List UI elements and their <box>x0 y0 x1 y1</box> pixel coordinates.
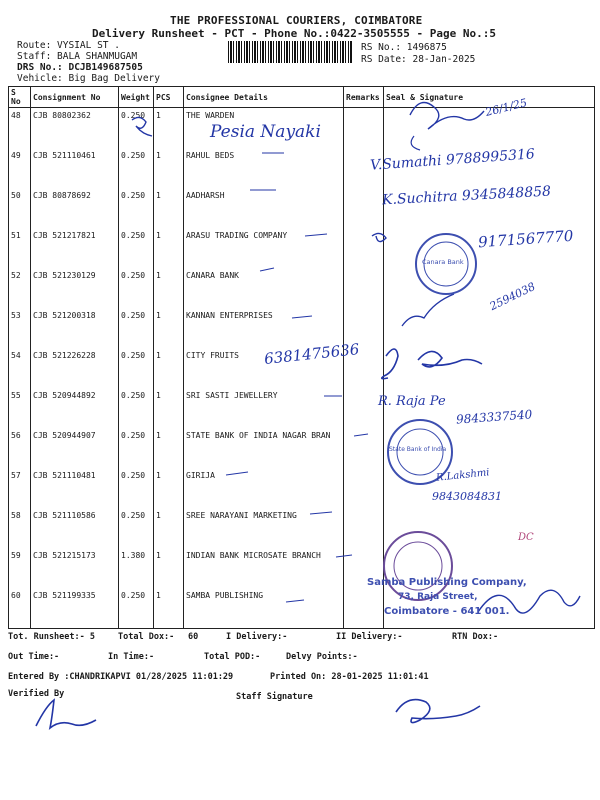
cell-consignment: CJB 521217821 <box>31 228 119 268</box>
total-dox-label: Total Dox:- <box>118 632 175 642</box>
cell-pcs: 1 <box>154 548 184 588</box>
cell-consignee: SREE NARAYANI MARKETING <box>184 508 344 548</box>
handwritten-contact-49: V.Sumathi 9788995316 <box>369 146 536 174</box>
cell-weight: 1.380 <box>119 548 154 588</box>
rs-number: RS No.: 1496875 <box>361 42 447 53</box>
cell-pcs: 1 <box>154 148 184 188</box>
cell-sno: 54 <box>9 348 31 388</box>
out-time: Out Time:- <box>8 652 60 662</box>
handwritten-phone-54: 6381475636 <box>263 340 361 368</box>
cell-consignment: CJB 521226228 <box>31 348 119 388</box>
cell-consignment: CJB 521110461 <box>31 148 119 188</box>
cell-consignee: SAMBA PUBLISHING <box>184 588 344 629</box>
col-signature: Seal & Signature <box>384 87 595 108</box>
cell-sno: 57 <box>9 468 31 508</box>
rtn-dox: RTN Dox:- <box>452 632 499 642</box>
handwritten-date-48: 26/1/25 <box>484 96 529 119</box>
cell-sno: 56 <box>9 428 31 468</box>
col-consignment: Consignment No <box>31 87 119 108</box>
samba-stamp-street: 73, Raja Street, <box>398 592 478 602</box>
cell-consignee: CANARA BANK <box>184 268 344 308</box>
cell-weight: 0.250 <box>119 148 154 188</box>
cell-consignment: CJB 80878692 <box>31 188 119 228</box>
cell-weight: 0.250 <box>119 108 154 149</box>
cell-weight: 0.250 <box>119 468 154 508</box>
cell-consignment: CJB 521215173 <box>31 548 119 588</box>
cell-consignment: CJB 80802362 <box>31 108 119 149</box>
col-pcs: PCS <box>154 87 184 108</box>
handwritten-name-48: Pesia Nayaki <box>210 122 321 142</box>
cell-consignee: RAHUL BEDS <box>184 148 344 188</box>
col-weight: Weight <box>119 87 154 108</box>
cell-consignee: CITY FRUITS <box>184 348 344 388</box>
cell-weight: 0.250 <box>119 308 154 348</box>
cell-weight: 0.250 <box>119 348 154 388</box>
col-remarks: Remarks <box>344 87 384 108</box>
cell-consignee: AADHARSH <box>184 188 344 228</box>
cell-weight: 0.250 <box>119 508 154 548</box>
rs-date: RS Date: 28-Jan-2025 <box>361 54 476 65</box>
col-sno: S No <box>9 87 31 108</box>
delvy-points: Delvy Points:- <box>286 652 358 662</box>
cell-sno: 51 <box>9 228 31 268</box>
route-label: Route: VYSIAL ST . <box>17 40 120 51</box>
samba-stamp-company: Samba Publishing Company, <box>367 577 527 588</box>
cell-pcs: 1 <box>154 428 184 468</box>
cell-consignment: CJB 521200318 <box>31 308 119 348</box>
cell-pcs: 1 <box>154 228 184 268</box>
cell-pcs: 1 <box>154 388 184 428</box>
cell-pcs: 1 <box>154 268 184 308</box>
staff-signature: Staff Signature <box>236 692 313 702</box>
vehicle-label: Vehicle: Big Bag Delivery <box>17 73 160 84</box>
col-consignee: Consignee Details <box>184 87 344 108</box>
cell-pcs: 1 <box>154 588 184 629</box>
staff-label: Staff: BALA SHANMUGAM <box>17 51 138 62</box>
cell-sno: 53 <box>9 308 31 348</box>
drs-number: DRS No.: DCJB149687505 <box>17 62 143 73</box>
verified-by: Verified By <box>8 689 65 699</box>
handwritten-phone-55: 9843337540 <box>455 407 533 427</box>
cell-sno: 59 <box>9 548 31 588</box>
cell-consignment: CJB 521199335 <box>31 588 119 629</box>
entered-by: Entered By :CHANDRIKAPVI 01/28/2025 11:01:29 <box>8 672 234 682</box>
cell-consignment: CJB 520944892 <box>31 388 119 428</box>
samba-stamp-city: Coimbatore - 641 001. <box>384 606 510 617</box>
cell-sno: 52 <box>9 268 31 308</box>
cell-consignee: STATE BANK OF INDIA NAGAR BRAN <box>184 428 344 468</box>
runsheet-subtitle: Delivery Runsheet - PCT - Phone No.:0422-3505555 - Page No.:5 <box>92 27 496 40</box>
handwritten-name-55: R. Raja Pe <box>378 394 446 409</box>
tot-runsheet: Tot. Runsheet:- 5 <box>8 632 95 642</box>
handwritten-contact-50: K.Suchitra 9345848858 <box>381 183 552 209</box>
i-delivery: I Delivery:- <box>226 632 288 642</box>
cell-sno: 49 <box>9 148 31 188</box>
cell-sno: 60 <box>9 588 31 629</box>
canara-stamp-text: Canara Bank <box>422 258 464 266</box>
handwritten-dc-59: DC <box>518 532 534 543</box>
cell-sno: 58 <box>9 508 31 548</box>
cell-weight: 0.250 <box>119 588 154 629</box>
handwritten-phone-51: 9171567770 <box>477 226 574 252</box>
cell-consignment: CJB 520944907 <box>31 428 119 468</box>
cell-consignee: INDIAN BANK MICROSATE BRANCH <box>184 548 344 588</box>
handwritten-name-57: R.Lakshmi <box>435 467 491 484</box>
cell-weight: 0.250 <box>119 268 154 308</box>
cell-weight: 0.250 <box>119 188 154 228</box>
cell-consignment: CJB 521110481 <box>31 468 119 508</box>
cell-sno: 55 <box>9 388 31 428</box>
cell-pcs: 1 <box>154 108 184 149</box>
cell-consignment: CJB 521230129 <box>31 268 119 308</box>
ii-delivery: II Delivery:- <box>336 632 403 642</box>
cell-consignee: KANNAN ENTERPRISES <box>184 308 344 348</box>
cell-consignee: GIRIJA <box>184 468 344 508</box>
in-time: In Time:- <box>108 652 155 662</box>
sbi-stamp-text: State Bank of India <box>389 446 447 453</box>
printed-on: Printed On: 28-01-2025 11:01:41 <box>270 672 429 682</box>
cell-consignee: SRI SASTI JEWELLERY <box>184 388 344 428</box>
handwritten-phone-57: 9843084831 <box>432 490 502 503</box>
cell-pcs: 1 <box>154 308 184 348</box>
cell-pcs: 1 <box>154 188 184 228</box>
cell-pcs: 1 <box>154 508 184 548</box>
cell-consignment: CJB 521110586 <box>31 508 119 548</box>
company-title: THE PROFESSIONAL COURIERS, COIMBATORE <box>170 14 423 27</box>
cell-weight: 0.250 <box>119 428 154 468</box>
cell-pcs: 1 <box>154 468 184 508</box>
cell-weight: 0.250 <box>119 228 154 268</box>
cell-consignee: ARASU TRADING COMPANY <box>184 228 344 268</box>
cell-weight: 0.250 <box>119 388 154 428</box>
total-pod: Total POD:- <box>204 652 261 662</box>
total-dox-value: 60 <box>188 632 199 642</box>
cell-consignee: THE WARDEN <box>184 108 344 149</box>
cell-pcs: 1 <box>154 348 184 388</box>
handwritten-number-53: 2594038 <box>487 279 538 314</box>
cell-sno: 48 <box>9 108 31 149</box>
cell-sno: 50 <box>9 188 31 228</box>
